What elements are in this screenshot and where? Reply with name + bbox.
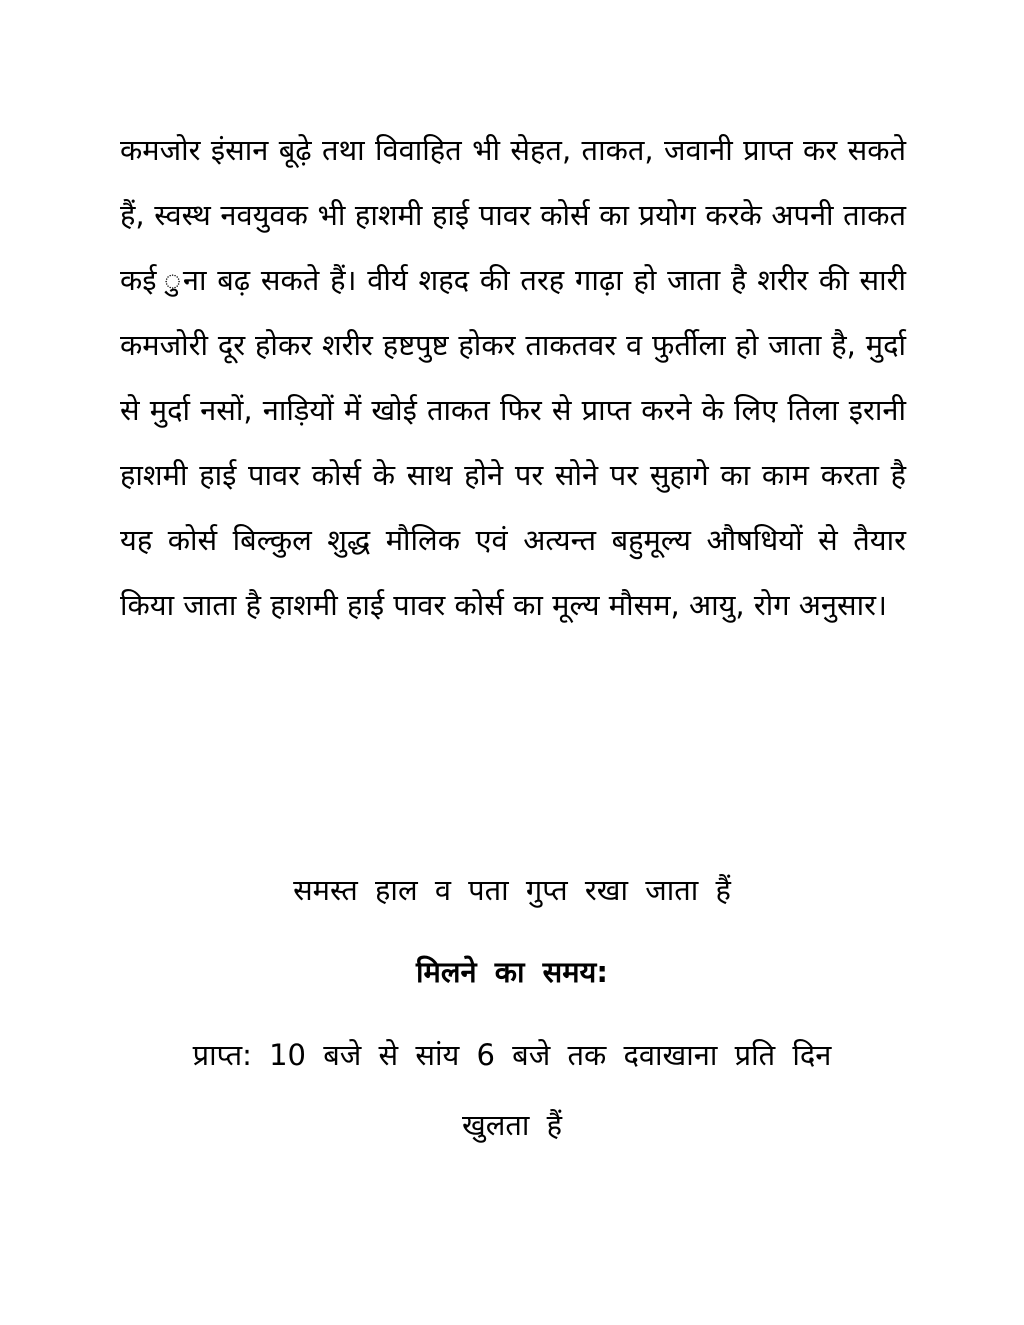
secrecy-note: समस्त हाल व पता गुप्त रखा जाता हैं — [293, 873, 731, 907]
body-paragraph: कमजोर इंसान बूढ़े तथा विवाहित भी सेहत, ताकत, जवानी प्राप्त कर सकते हैं, स्वस्थ नवयुवक भी हाशमी हाई पावर कोर्स का प्रयोग करके अपनी ताकत कई ुना बढ़ सकते हैं। वीर्य शहद की तरह गाढ़ा हो जाता है शरीर की सारी कमजोरी दूर होकर शरीर हष्टपुष्ट होकर ताकतवर व फुर्तीला हो जाता है, मुर्दा से मुर्दा नसों, नाड़ियों में खोई ताकत फिर से प्राप्त करने के लिए तिला इरानी हाशमी हाई पावर कोर्स के साथ होने पर सोने पर सुहागे का काम करता है यह कोर्स बिल्कुल शुद्ध मौलिक एवं अत्यन्त बहुमूल्य औषधियों से तैयार किया जाता है हाशमी हाई पावर कोर्स का मूल्य मौसम, आयु, रोग अनुसार। — [120, 133, 906, 622]
opening-hours-line-2: खुलता हैं — [461, 1108, 563, 1142]
timing-heading: मिलने का समय: — [416, 955, 608, 989]
opening-hours-line-1: प्राप्त: 10 बजे से सांय 6 बजे तक दवाखाना प्रति दिन — [192, 1038, 832, 1072]
